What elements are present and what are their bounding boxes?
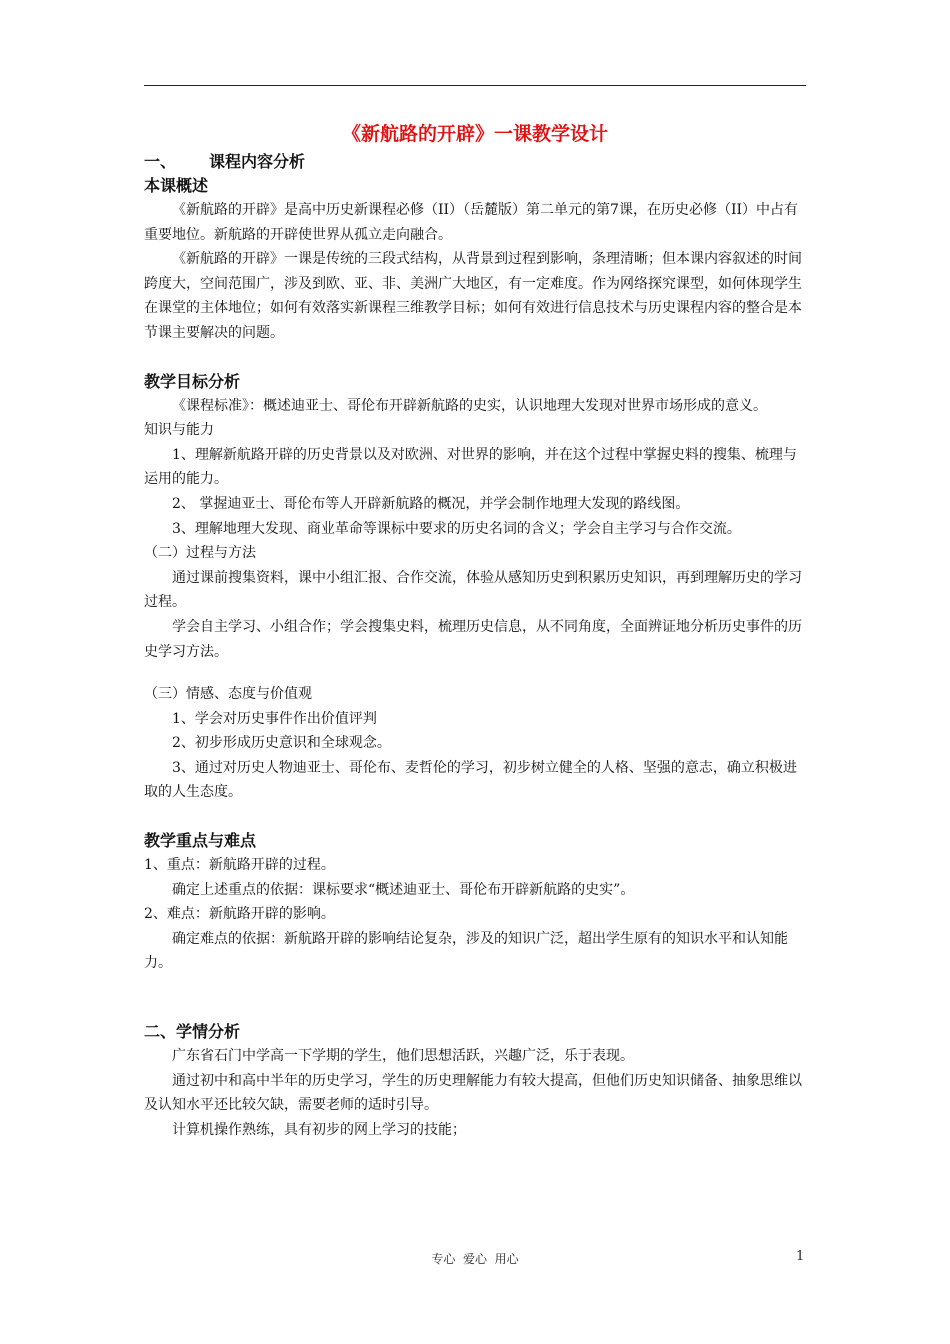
- curriculum-standard: 《课程标准》：概述迪亚士、哥伦布开辟新航路的史实，认识地理大发现对世界市场形成的意义。: [172, 397, 767, 414]
- process-item-2: 学会自主学习、小组合作；学会搜集史料，梳理历史信息，从不同角度，全面辨证地分析历史事件的历史学习方法。: [144, 618, 802, 660]
- section-two-heading: 二、学情分析: [144, 1022, 241, 1042]
- header-rule: [144, 85, 806, 86]
- section-one-title: 课程内容分析: [209, 152, 306, 171]
- process-item-1: 通过课前搜集资料，课中小组汇报、合作交流，体验从感知历史到积累历史知识，再到理解历史的学习过程。: [144, 569, 802, 611]
- overview-heading: 本课概述: [144, 176, 209, 195]
- values-item-3: 3、通过对历史人物迪亚士、哥伦布、麦哲伦的学习，初步树立健全的人格、坚强的意志，确立积极进取的人生态度。: [144, 759, 797, 801]
- values-label: （三）情感、态度与价值观: [144, 686, 312, 703]
- document-title: 《新航路的开辟》一课教学设计: [341, 123, 608, 145]
- values-item-2: 2、初步形成历史意识和全球观念。: [172, 735, 391, 752]
- process-label: （二）过程与方法: [144, 545, 256, 562]
- overview-paragraph-2: 《新航路的开辟》一课是传统的三段式结构，从背景到过程到影响，条理清晰；但本课内容叙述的时间跨度大，空间范围广，涉及到欧、亚、非、美洲广大地区，有一定难度。作为网络探究课型，如何体现学生在课堂的主体地位；如何有效落实新课程三维教学目标；如何有效进行信息技术与历史课程内容的整合是本节课主要解决的问题。: [144, 251, 802, 341]
- footer-motto: 专心 爱心 用心: [431, 1252, 519, 1266]
- key-points-heading: 教学重点与难点: [144, 831, 257, 851]
- knowledge-item-1: 1、理解新航路开辟的历史背景以及对欧洲、对世界的影响，并在这个过程中掌握史料的搜集、梳理与运用的能力。: [144, 446, 797, 488]
- document-body: [144, 118, 806, 1142]
- section-one-number: 一、: [144, 152, 177, 171]
- knowledge-item-2: 2、 掌握迪亚士、哥伦布等人开辟新航路的概况，并学会制作地理大发现的路线图。: [172, 495, 690, 512]
- key-point-1-basis: 确定上述重点的依据：课标要求“概述迪亚士、哥伦布开辟新航路的史实”。: [172, 881, 635, 898]
- key-point-1: 1、重点：新航路开辟的过程。: [144, 857, 335, 874]
- page-number: 1: [796, 1249, 805, 1264]
- section-one-heading: [144, 150, 806, 174]
- student-analysis-3: 计算机操作熟练，具有初步的网上学习的技能；: [172, 1121, 466, 1138]
- knowledge-item-3: 3、理解地理大发现、商业革命等课标中要求的历史名词的含义；学会自主学习与合作交流。: [172, 520, 741, 537]
- key-point-2: 2、难点：新航路开辟的影响。: [144, 906, 335, 923]
- overview-paragraph-1: 《新航路的开辟》是高中历史新课程必修（II）（岳麓版）第二单元的第7课，在历史必修（II）中占有重要地位。新航路的开辟使世界从孤立走向融合。: [144, 202, 799, 243]
- student-analysis-1: 广东省石门中学高一下学期的学生，他们思想活跃，兴趣广泛，乐于表现。: [172, 1048, 634, 1065]
- goals-heading: 教学目标分析: [144, 371, 241, 391]
- knowledge-label: 知识与能力: [144, 422, 214, 439]
- key-point-2-basis: 确定难点的依据：新航路开辟的影响结论复杂，涉及的知识广泛，超出学生原有的知识水平和认知能力。: [144, 930, 788, 972]
- student-analysis-2: 通过初中和高中半年的历史学习，学生的历史理解能力有较大提高，但他们历史知识储备、抽象思维以及认知水平还比较欠缺，需要老师的适时引导。: [144, 1072, 802, 1114]
- values-item-1: 1、学会对历史事件作出价值评判: [172, 710, 377, 727]
